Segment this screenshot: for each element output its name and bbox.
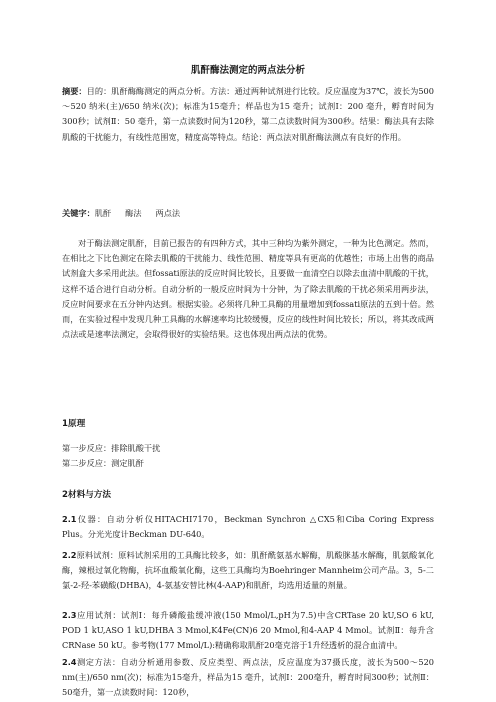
abstract-text: 目的：肌酐酶酶测定的两点分析。方法：通过两种试剂进行比较。反应温度为37℃，波长为500～520 纳米(主)/650 纳米(次)；标准为15毫升；样品也为15 毫升；试剂Ⅰ：200 毫升，孵育时间为300秒；试剂Ⅱ：50 毫升，第一点读数时间为120秒，第二点读数时间为300秒。结果：酶法具有去除肌酸的干扰能力，有线性范围宽，精度高等特点。结论：两点法对肌酐酶法测点有良好的作用。 — [62, 86, 434, 142]
method-item — [62, 608, 434, 654]
method-item — [62, 655, 434, 701]
method-text: 原料试剂：原料试剂采用的工具酶比较多，如：肌酐酰氨基水解酶，肌酸脒基水解酶，肌氨酸氧化酶，辣根过氧化物酶，抗坏血酸氧化酶，这些工具酶均为Boehringer Mannheim公司产品。3，5-二氯-2-羟-苯磺酸(DHBA)，4-氨基安替比林(4-AAP)和肌酐，均选用适量的剂量。 — [62, 550, 434, 591]
method-number: 2.1 — [62, 514, 77, 524]
principle-list — [62, 441, 434, 471]
method-number: 2.2 — [62, 550, 77, 560]
keywords-line — [62, 206, 434, 221]
method-text: 仪器：自动分析仪HITACHI7170，Beckman Synchron △CX5和Ciba Coring Express Plus。分光光度计Beckman DU-640。 — [62, 514, 434, 540]
section-heading: 2材料与方法 — [62, 490, 111, 500]
method-number: 2.3 — [62, 610, 77, 620]
abstract-label: 摘要： — [62, 86, 87, 96]
method-item — [62, 512, 434, 542]
document-title: 肌酐酶法测定的两点法分析 — [190, 65, 305, 76]
principle-line: 第二步反应：测定肌酐 — [62, 458, 144, 469]
section-heading: 1原理 — [62, 419, 86, 429]
keywords-label: 关键字： — [62, 208, 95, 218]
keyword-item: 肌酐 — [94, 208, 112, 218]
method-number: 2.4 — [62, 657, 77, 667]
method-text: 应用试剂：试剂Ⅰ：每升磷酸盐缓冲液(150 Mmol/L,pH为7.5)中含CRTase 20 kU,SO 6 kU, POD 1 kU,ASO 1 kU,DHBA 3 Mmol,K4Fe(CN)6 20 Mmol,和4-AAP 4 Mmol。试剂Ⅱ：每升含CRNase 50 kU。参考物(177 Mmol/L):精确称取肌酐20毫克溶于1升经透析的混合血清中。 — [62, 610, 434, 651]
method-text: 测定方法：自动分析通用参数、反应类型、两点法，反应温度为37摄氏度，波长为500～520 nm(主)/650 nm(次)；标准为15毫升，样品为15 毫升，试剂Ⅰ：200毫升，孵育时间300秒；试剂Ⅱ：50毫升，第一点读数时间：120秒， — [62, 657, 434, 698]
principle-line: 第一步反应：排除肌酸干扰 — [62, 443, 161, 453]
intro-paragraph: 对于酶法测定肌酐，目前已报告的有四种方式，其中三种均为紫外测定，一种为比色测定。然而，在相比之下比色测定在除去肌酸的干扰能力、线性范围、精度等具有更高的优越性；市场上出售的商品试剂盒大多采用此法。但fossati原法的反应时间比较长，且要做一血清空白以除去血清中肌酸的干扰，这样不适合进行自动分析。自动分析的一般反应时间为十分钟，为了除去肌酸的干扰必须采用两步法，反应时间要求在五分钟内达到。根据实验。必须将几种工具酶的用量增加到fossati原法的五到十倍。然而，在实验过程中发现几种工具酶的水解速率均比较缓慢，反应的线性时间比较长；所以，将其改成两点法或是速率法测定，会取得很好的实验结果。这也体现出两点法的优势。 — [62, 238, 434, 340]
method-item — [62, 548, 434, 594]
abstract-paragraph — [62, 84, 434, 145]
keyword-item: 酶法 — [125, 208, 142, 218]
keyword-item: 两点法 — [155, 208, 181, 218]
